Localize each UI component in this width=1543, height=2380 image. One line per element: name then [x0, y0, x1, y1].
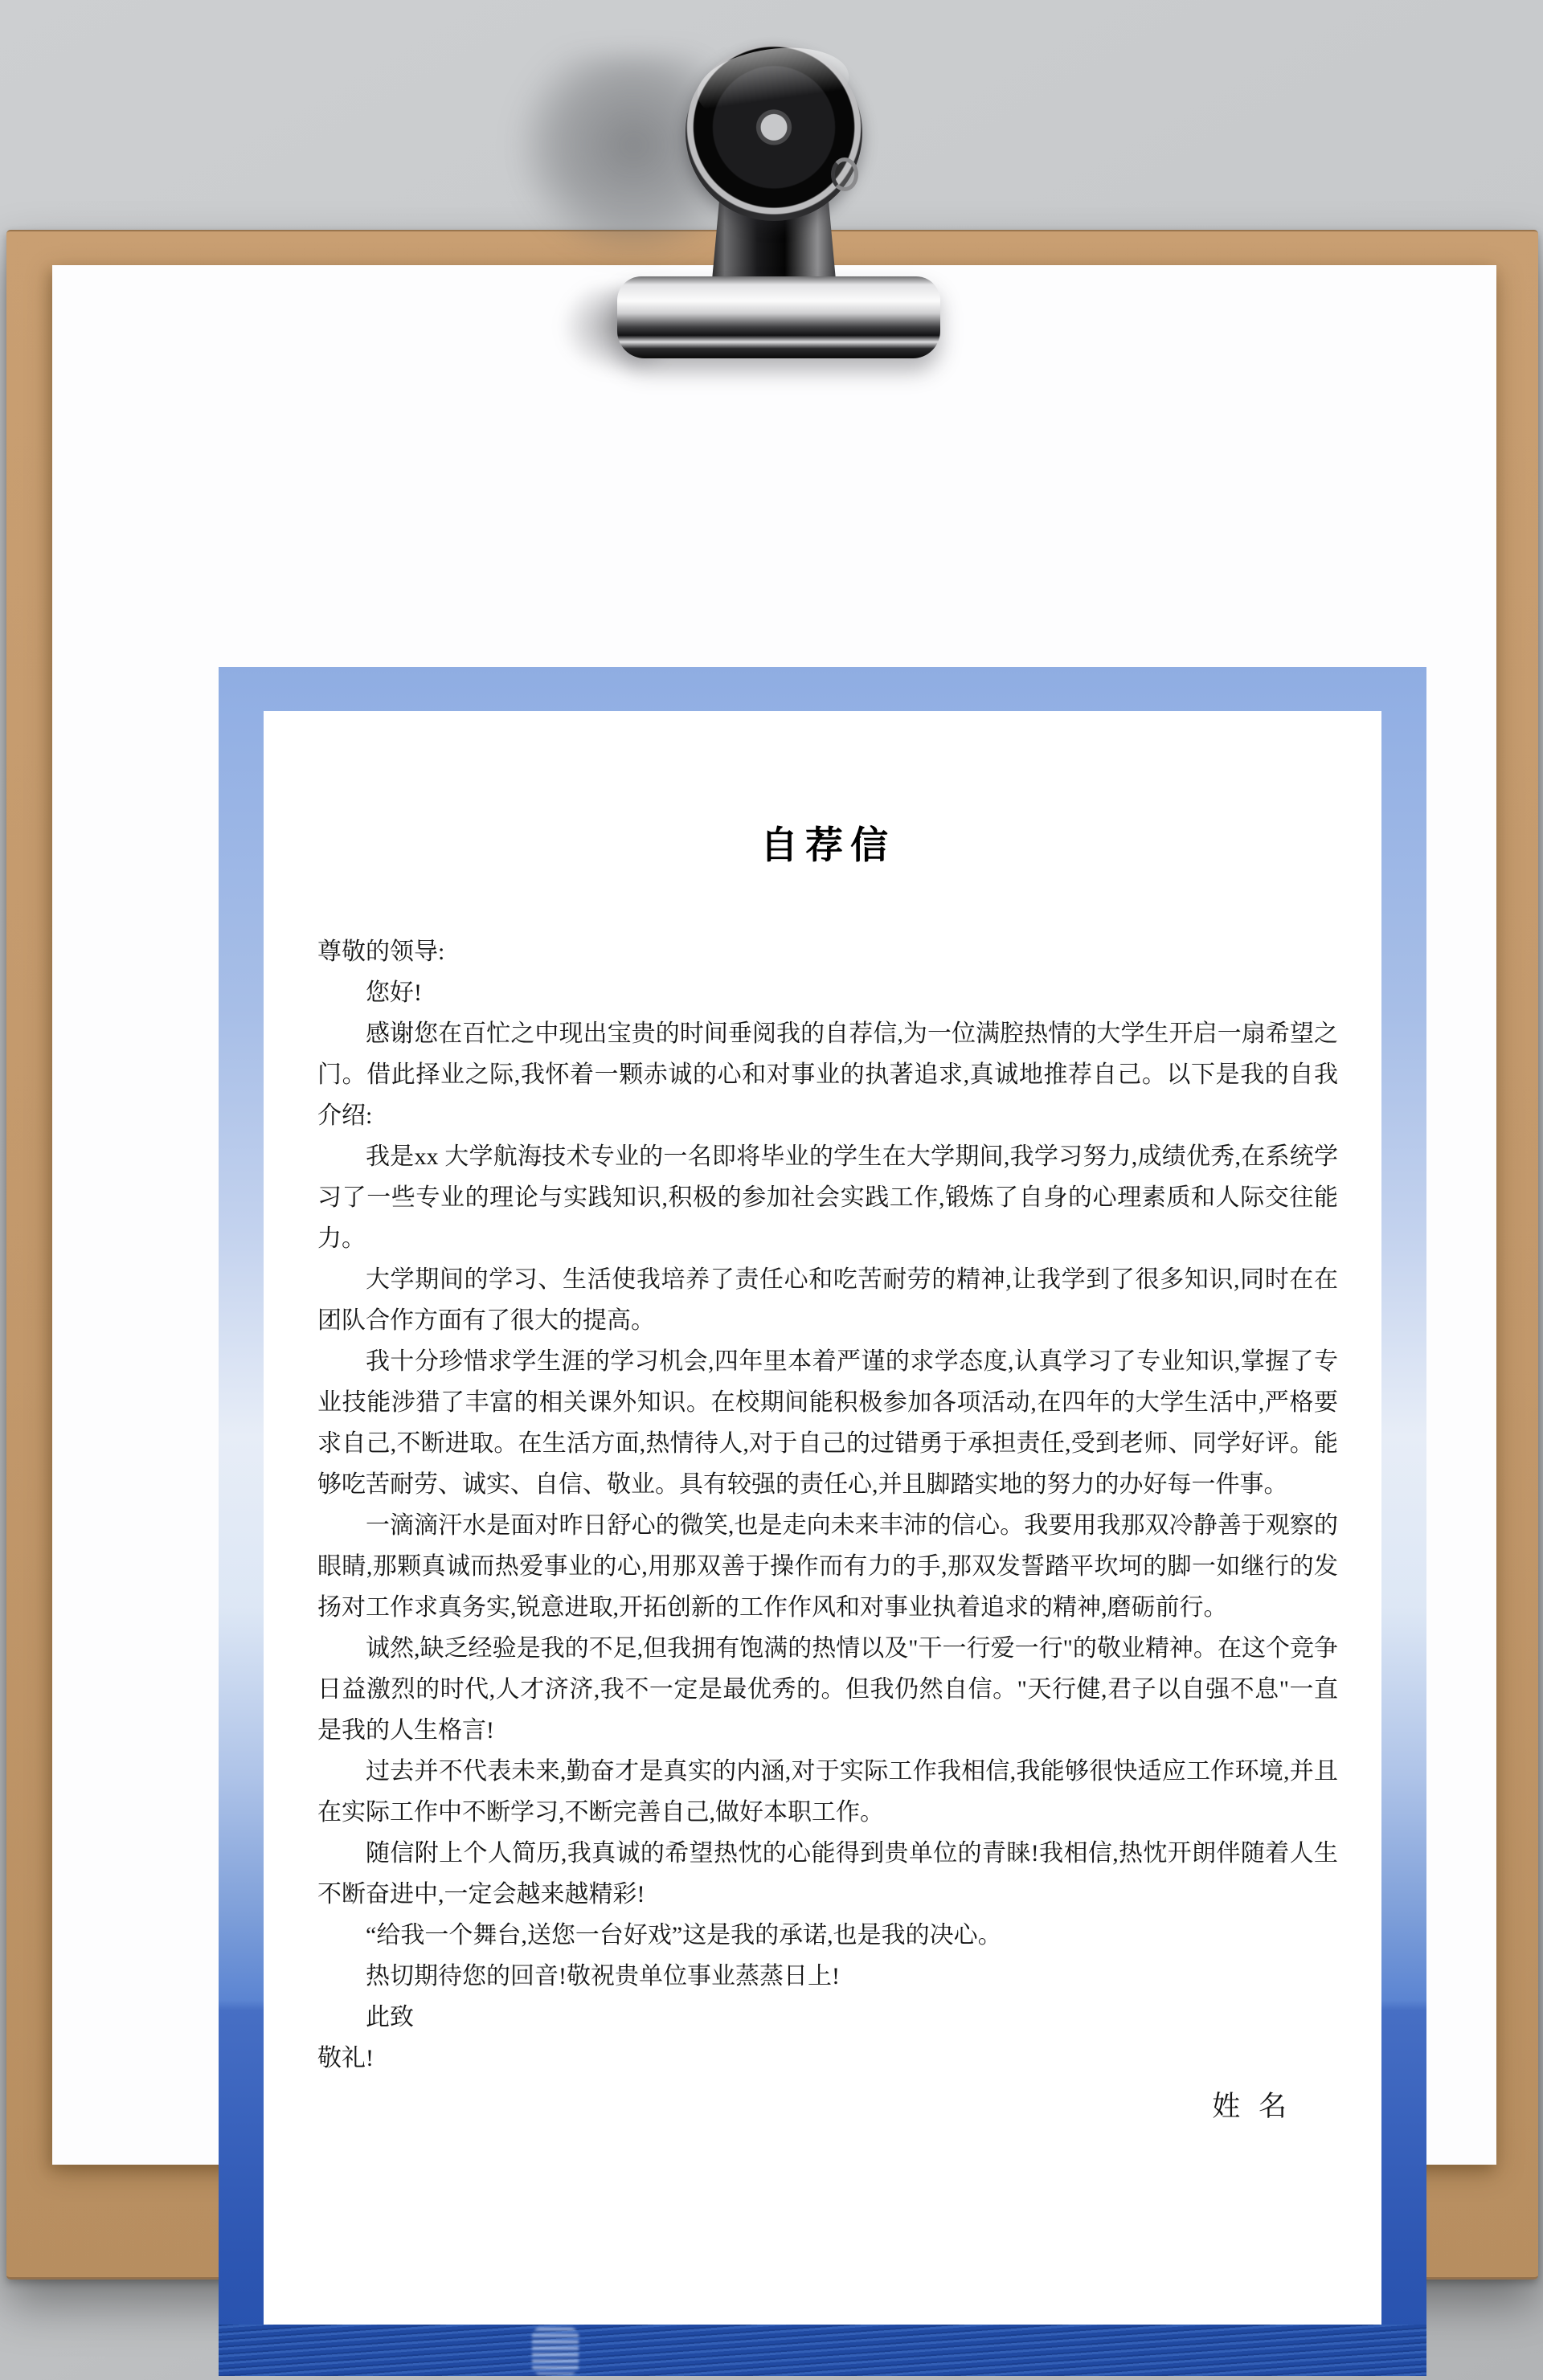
signature-name: 姓 名	[1212, 2091, 1287, 2122]
letter-body	[317, 931, 1338, 2079]
letter-paragraph: 诚然,缺乏经验是我的不足,但我拥有饱满的热情以及"干一行爱一行"的敬业精神。在这个竞争日益激烈的时代,人才济济,我不一定是最优秀的。但我仍然自信。"天行健,君子以自强不息"一直是我的人生格言!	[317, 1635, 1338, 1744]
ocean-band	[219, 2325, 1426, 2376]
letter-paragraph: 一滴滴汗水是面对昨日舒心的微笑,也是走向未来丰沛的信心。我要用我那双冷静善于观察的眼睛,那颗真诚而热爱事业的心,用那双善于操作而有力的手,那双发誓踏平坎坷的脚一如继行的发扬对工作求真务实,锐意进取,开拓创新的工作作风和对事业执着追求的精神,磨砺前行。	[317, 1512, 1338, 1621]
letter-paragraph: 随信附上个人简历,我真诚的希望热忱的心能得到贵单位的青睐!我相信,热忱开朗伴随着人生不断奋进中,一定会越来越精彩!	[317, 1840, 1338, 1908]
sea-sky-photo-frame	[219, 667, 1426, 2376]
clip-wire-ear	[831, 157, 858, 191]
letter-paragraph: 敬礼!	[317, 2045, 374, 2071]
letter-paragraph: 您好!	[366, 979, 422, 1006]
letter-paragraph: 我是xx 大学航海技术专业的一名即将毕业的学生在大学期间,我学习努力,成绩优秀,在系统学习了一些专业的理论与实践知识,积极的参加社会实践工作,锻炼了自身的心理素质和人际交往能力。	[317, 1143, 1338, 1252]
bulldog-clip	[612, 21, 945, 360]
letter-paragraph: 此致	[366, 2004, 414, 2030]
letter-paragraph: “给我一个舞台,送您一台好戏”这是我的承诺,也是我的决心。	[366, 1922, 1002, 1949]
letter-content-area	[264, 711, 1381, 2325]
light-reflection	[532, 2328, 579, 2374]
clip-jaw-bar	[617, 276, 940, 358]
letter-paragraph: 热切期待您的回音!敬祝贵单位事业蒸蒸日上!	[366, 1963, 840, 1989]
letter-paragraph: 感谢您在百忙之中现出宝贵的时间垂阅我的自荐信,为一位满腔热情的大学生开启一扇希望之门。借此择业之际,我怀着一颗赤诚的心和对事业的执著追求,真诚地推荐自己。以下是我的自我介绍:	[317, 1020, 1338, 1129]
clip-spring-head	[686, 44, 862, 221]
letter-paragraph: 尊敬的领导:	[317, 939, 445, 965]
letter-paper	[52, 265, 1496, 2165]
letter-title: 自荐信	[760, 824, 895, 866]
letter-paragraph: 我十分珍惜求学生涯的学习机会,四年里本着严谨的求学态度,认真学习了专业知识,掌握了专业技能涉猎了丰富的相关课外知识。在校期间能积极参加各项活动,在四年的大学生活中,严格要求自己,不断进取。在生活方面,热情待人,对于自己的过错勇于承担责任,受到老师、同学好评。能够吃苦耐劳、诚实、自信、敬业。具有较强的责任心,并且脚踏实地的努力的办好每一件事。	[317, 1348, 1338, 1498]
letter-paragraph: 过去并不代表未来,勤奋才是真实的内涵,对于实际工作我相信,我能够很快适应工作环境,并且在实际工作中不断学习,不断完善自己,做好本职工作。	[317, 1758, 1338, 1826]
letter-paragraph: 大学期间的学习、生活使我培养了责任心和吃苦耐劳的精神,让我学到了很多知识,同时在在团队合作方面有了很大的提高。	[317, 1266, 1338, 1334]
